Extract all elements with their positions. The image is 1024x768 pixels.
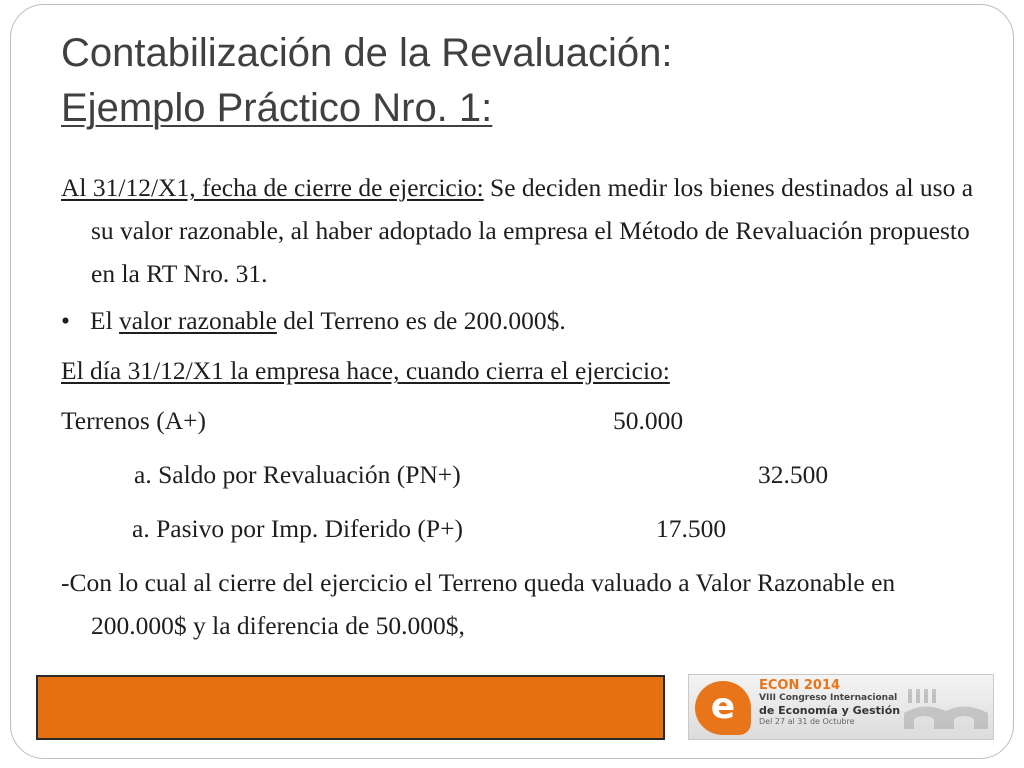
bullet-fair-value: valor razonable — [119, 306, 277, 335]
entry-account: a. Saldo por Revaluación (PN+) — [134, 460, 461, 489]
bullet-icon: • — [61, 306, 70, 335]
entry-amount: 17.500 — [656, 514, 727, 543]
bullet-text-post: del Terreno es de 200.000$. — [276, 306, 566, 335]
entry-amount: 32.500 — [758, 460, 829, 489]
building-illustration-icon — [904, 683, 988, 733]
journal-entry-credit — [61, 507, 991, 561]
bullet-item — [61, 299, 991, 343]
footer-orange-bar — [36, 675, 665, 740]
bullet-text-pre: El — [90, 306, 120, 335]
econ-logo-icon: e — [695, 681, 751, 735]
conclusion-paragraph: -Con lo cual al cierre del ejercicio el Terreno queda valuado a Valor Razonable en 200.000$ y la diferencia de 50.000$, — [61, 568, 896, 640]
journal-entry-debit — [61, 399, 991, 453]
intro-paragraph — [61, 166, 991, 295]
title-line-2: Ejemplo Práctico Nro. 1: — [61, 86, 493, 130]
journal-entry-credit — [61, 453, 991, 507]
logo-line-2: VIII Congreso Internacional — [759, 693, 898, 703]
title-line-1: Contabilización de la Revaluación: — [61, 31, 673, 75]
entry-amount: 50.000 — [613, 406, 684, 435]
entry-account: Terrenos (A+) — [61, 406, 206, 435]
slide-title — [61, 26, 961, 136]
econ-logo-text — [759, 679, 900, 727]
econ-logo — [688, 674, 994, 740]
logo-line-1: ECON 2014 — [759, 678, 841, 693]
bullet-text — [90, 299, 566, 343]
intro-date-label: Al 31/12/X1, fecha de cierre de ejercicio: — [61, 173, 484, 202]
intro-text: Se deciden medir los bienes destinados al uso a su valor razonable, al haber adoptado la empresa el Método de Revaluación propuesto en la RT Nro. 31. — [91, 173, 974, 288]
slide-content — [61, 166, 991, 647]
logo-line-3: de Economía y Gestión — [759, 704, 901, 717]
logo-line-4: Del 27 al 31 de Octubre — [759, 717, 855, 726]
entry-account: a. Pasivo por Imp. Diferido (P+) — [132, 514, 463, 543]
entry-heading: El día 31/12/X1 la empresa hace, cuando cierra el ejercicio: — [61, 356, 670, 385]
